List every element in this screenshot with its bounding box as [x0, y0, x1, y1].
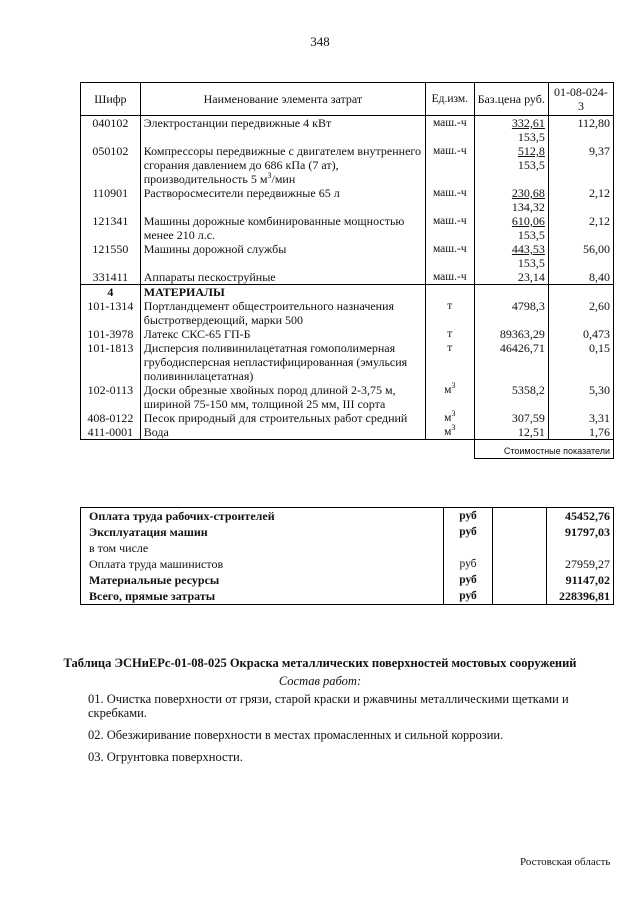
row-code: 121341 [81, 214, 141, 242]
row-unit: т [426, 327, 475, 341]
row-base-price: 230,68 134,32 [474, 186, 548, 214]
row-name: Аппараты пескоструйные [140, 270, 425, 285]
header-base-price: Баз.цена руб. [474, 83, 548, 116]
row-name: Растворосмесители передвижные 65 л [140, 186, 425, 214]
row-unit: маш.-ч [426, 186, 475, 214]
row-value: 9,37 [548, 144, 613, 186]
composition-title: Состав работ: [278, 674, 362, 688]
row-code: 121550 [81, 242, 141, 270]
totals-value: 228396,81 [547, 588, 614, 605]
totals-row [81, 508, 614, 525]
totals-row [81, 540, 614, 556]
row-name: Машины дорожные комбинированные мощностью менее 210 л.с. [140, 214, 425, 242]
totals-unit: руб [444, 588, 493, 605]
row-base-price: 23,14 [474, 270, 548, 285]
row-code: 101-1314 [81, 299, 141, 327]
row-name: Машины дорожной службы [140, 242, 425, 270]
totals-label: Оплата труда рабочих-строителей [81, 508, 444, 525]
totals-unit [444, 540, 493, 556]
totals-row [81, 556, 614, 572]
row-base-price: 4798,3 [474, 299, 548, 327]
row-base-price: 443,53 153,5 [474, 242, 548, 270]
table-row [81, 270, 614, 285]
totals-unit: руб [444, 556, 493, 572]
row-unit: маш.-ч [426, 116, 475, 145]
totals-row [81, 588, 614, 605]
totals-value: 27959,27 [547, 556, 614, 572]
section-title: МАТЕРИАЛЫ [140, 285, 425, 300]
header-unit: Ед.изм. [426, 83, 475, 116]
row-unit: маш.-ч [426, 270, 475, 285]
row-base-price: 12,51 [474, 425, 548, 440]
row-name: Компрессоры передвижные с двигателем внутреннего сгорания давлением до 686 кПа (7 ат), производительность 5 $м^3$/мин [140, 144, 425, 186]
row-code: 050102 [81, 144, 141, 186]
table-row [81, 214, 614, 242]
row-name: Латекс СКС-65 ГП-Б [140, 327, 425, 341]
row-unit: $м^3$ [426, 411, 475, 425]
works-list [88, 692, 608, 772]
row-value: 0,15 [548, 341, 613, 383]
section-code: 4 [81, 285, 141, 300]
row-name: Песок природный для строительных работ средний [140, 411, 425, 425]
totals-value: 91797,03 [547, 524, 614, 540]
row-unit: $м^3$ [426, 383, 475, 411]
totals-label: в том числе [81, 540, 444, 556]
row-code: 102-0113 [81, 383, 141, 411]
row-base-price: 332,61 153,5 [474, 116, 548, 145]
row-value: 0,473 [548, 327, 613, 341]
work-item: 01. Очистка поверхности от грязи, старой краски и ржавчины металлическими щетками и скребками. [88, 692, 569, 720]
row-base-price: 512,8 153,5 [474, 144, 548, 186]
row-value: 3,31 [548, 411, 613, 425]
totals-value: 91147,02 [547, 572, 614, 588]
row-code: 110901 [81, 186, 141, 214]
row-base-price: 89363,29 [474, 327, 548, 341]
header-name: Наименование элемента затрат [140, 83, 425, 116]
row-code: 411-0001 [81, 425, 141, 440]
totals-label: Всего, прямые затраты [81, 588, 444, 605]
row-base-price: 46426,71 [474, 341, 548, 383]
table-row [81, 411, 614, 425]
table-row [81, 144, 614, 186]
row-code: 040102 [81, 116, 141, 145]
row-value: 112,80 [548, 116, 613, 145]
footer-region: Ростовская область [520, 856, 611, 868]
table-row [81, 341, 614, 383]
table-row [81, 186, 614, 214]
row-name: Электростанции передвижные 4 кВт [140, 116, 425, 145]
totals-label: Оплата труда машинистов [81, 556, 444, 572]
next-table-title: Таблица ЭСНиЕРс-01-08-025 Окраска металлических поверхностей мостовых сооружений [63, 656, 577, 670]
cost-caption-row [81, 440, 614, 459]
totals-label: Эксплуатация машин [81, 524, 444, 540]
work-item: 02. Обезжиривание поверхности в местах промасленных и сильной коррозии. [88, 728, 504, 742]
page-number: 348 [310, 34, 330, 49]
row-value: 2,12 [548, 186, 613, 214]
table-row [81, 383, 614, 411]
row-base-price: 307,59 [474, 411, 548, 425]
row-value: 56,00 [548, 242, 613, 270]
table-row [81, 242, 614, 270]
cost-caption: Стоимостные показатели [474, 440, 613, 459]
table-row [81, 327, 614, 341]
row-name: Вода [140, 425, 425, 440]
row-base-price: 5358,2 [474, 383, 548, 411]
row-value: 2,60 [548, 299, 613, 327]
row-unit: $м^3$ [426, 425, 475, 440]
table-header-row [81, 83, 614, 116]
table-row [81, 116, 614, 145]
totals-row [81, 524, 614, 540]
row-base-price: 610,06 153,5 [474, 214, 548, 242]
row-unit: т [426, 299, 475, 327]
totals-unit: руб [444, 524, 493, 540]
row-code: 101-3978 [81, 327, 141, 341]
row-code: 331411 [81, 270, 141, 285]
row-value: 2,12 [548, 214, 613, 242]
row-name: Дисперсия поливинилацетатная гомополимерная грубодисперсная непластифицированная (эмульсия поливинилацетатная) [140, 341, 425, 383]
row-name: Доски обрезные хвойных пород длиной 2-3,75 м, шириной 75-150 мм, толщиной 25 мм, III сорта [140, 383, 425, 411]
totals-row [81, 572, 614, 588]
row-name: Портландцемент общестроительного назначения быстротвердеющий, марки 500 [140, 299, 425, 327]
row-unit: маш.-ч [426, 144, 475, 186]
table-row [81, 425, 614, 440]
totals-unit: руб [444, 572, 493, 588]
row-value: 5,30 [548, 383, 613, 411]
section-row [81, 285, 614, 300]
totals-value [547, 540, 614, 556]
totals-unit: руб [444, 508, 493, 525]
header-code: Шифр [81, 83, 141, 116]
row-code: 101-1813 [81, 341, 141, 383]
row-value: 1,76 [548, 425, 613, 440]
table-row [81, 299, 614, 327]
row-unit: т [426, 341, 475, 383]
row-unit: маш.-ч [426, 242, 475, 270]
totals-label: Материальные ресурсы [81, 572, 444, 588]
estimate-table [80, 82, 614, 459]
header-norm-code: 01-08-024-3 [548, 83, 613, 116]
totals-table [80, 507, 614, 605]
row-value: 8,40 [548, 270, 613, 285]
row-code: 408-0122 [81, 411, 141, 425]
row-unit: маш.-ч [426, 214, 475, 242]
work-item: 03. Огрунтовка поверхности. [88, 750, 243, 764]
totals-value: 45452,76 [547, 508, 614, 525]
